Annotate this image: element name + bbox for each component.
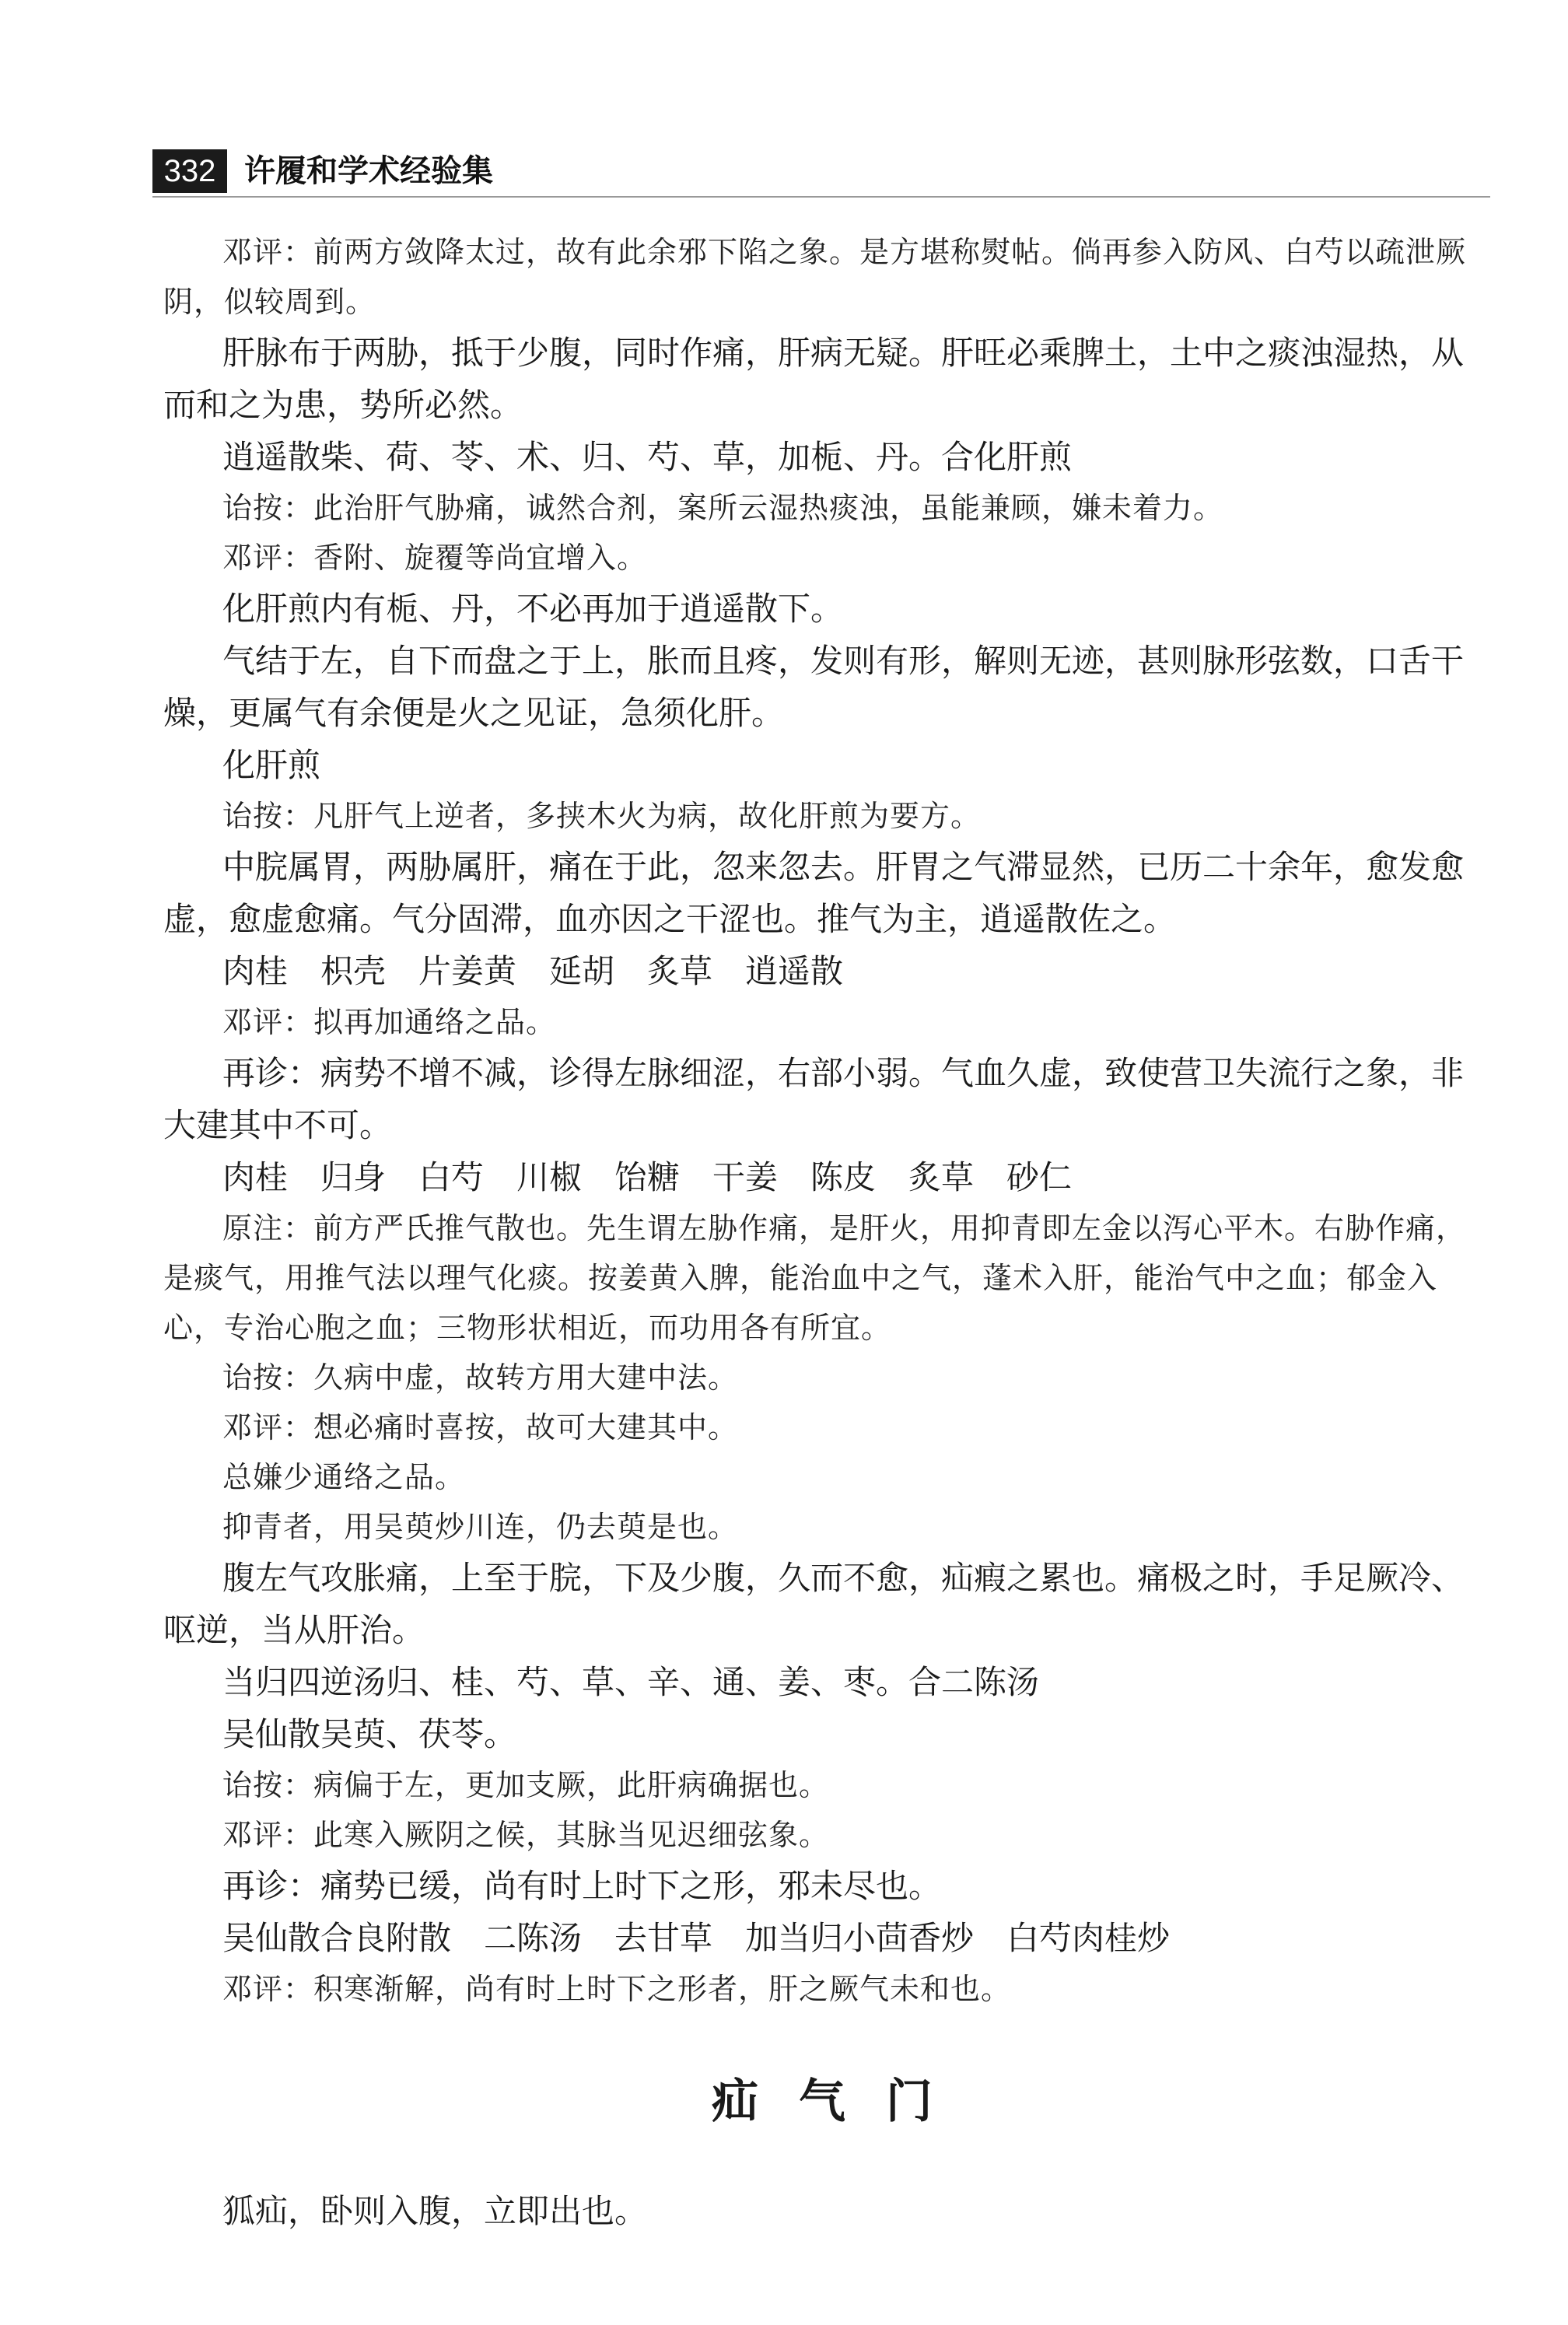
text-paragraph: 肝脉布于两胁，抵于少腹，同时作痛，肝病无疑。肝旺必乘脾土，土中之痰浊湿热，从而和之为患，势所必然。 — [163, 334, 1465, 424]
text-paragraph: 逍遥散柴、荷、苓、术、归、芍、草，加栀、丹。合化肝煎 — [222, 438, 1073, 476]
text-paragraph: 吴仙散合良附散 二陈汤 去甘草 加当归小茴香炒 白芍肉桂炒 — [222, 1919, 1171, 1957]
commentary-paragraph: 邓评：此寒入厥阴之候，其脉当见迟细弦象。 — [222, 1818, 830, 1852]
commentary-paragraph: 邓评：积寒渐解，尚有时上时下之形者，肝之厥气未和也。 — [222, 1972, 1012, 2006]
commentary-paragraph: 总嫌少通络之品。 — [222, 1460, 466, 1494]
commentary-paragraph: 诒按：此治肝气胁痛，诚然合剂，案所云湿热痰浊，虽能兼顾，嫌未着力。 — [222, 491, 1224, 525]
commentary-paragraph: 诒按：凡肝气上逆者，多挟木火为病，故化肝煎为要方。 — [222, 799, 982, 833]
book-title: 许履和学术经验集 — [244, 153, 493, 189]
text-paragraph: 吴仙散吴萸、茯苓。 — [222, 1715, 517, 1753]
text-paragraph: 化肝煎内有栀、丹，不必再加于逍遥散下。 — [222, 590, 844, 628]
commentary-paragraph: 诒按：久病中虚，故转方用大建中法。 — [222, 1360, 739, 1395]
section-title: 疝气门 — [712, 2075, 973, 2129]
page-number: 332 — [152, 149, 227, 193]
text-paragraph: 肉桂 枳壳 片姜黄 延胡 炙草 逍遥散 — [222, 952, 844, 990]
paragraph-list — [163, 227, 1490, 2014]
text-paragraph: 狐疝，卧则入腹，立即出也。 — [222, 2192, 648, 2230]
section-paragraph-list — [163, 2185, 1490, 2237]
text-paragraph: 化肝煎 — [222, 746, 321, 784]
commentary-paragraph: 抑青者，用吴萸炒川连，仍去萸是也。 — [222, 1510, 739, 1544]
commentary-paragraph: 诒按：病偏于左，更加支厥，此肝病确据也。 — [222, 1768, 830, 1802]
text-paragraph: 肉桂 归身 白芍 川椒 饴糖 干姜 陈皮 炙草 砂仁 — [222, 1158, 1073, 1196]
page-header — [152, 149, 1490, 193]
text-paragraph: 再诊：痛势已缓，尚有时上时下之形，邪未尽也。 — [222, 1867, 942, 1905]
page-body — [163, 227, 1490, 2237]
header-rule — [152, 196, 1490, 198]
text-paragraph: 中脘属胃，两胁属肝，痛在于此，忽来忽去。肝胃之气滞显然，已历二十余年，愈发愈虚，愈虚愈痛。气分固滞，血亦因之干涩也。推气为主，逍遥散佐之。 — [163, 848, 1465, 938]
text-paragraph: 再诊：病势不增不减，诊得左脉细涩，右部小弱。气血久虚，致使营卫失流行之象，非大建其中不可。 — [163, 1054, 1465, 1144]
commentary-paragraph: 邓评：香附、旋覆等尚宜增入。 — [222, 541, 648, 575]
text-paragraph: 腹左气攻胀痛，上至于脘，下及少腹，久而不愈，疝瘕之累也。痛极之时，手足厥冷、呕逆，当从肝治。 — [163, 1559, 1465, 1649]
commentary-paragraph: 邓评：前两方敛降太过，故有此余邪下陷之象。是方堪称熨帖。倘再参入防风、白芍以疏泄厥阴，似较周到。 — [163, 235, 1467, 319]
text-paragraph: 当归四逆汤归、桂、芍、草、辛、通、姜、枣。合二陈汤 — [222, 1663, 1040, 1701]
commentary-paragraph: 原注：前方严氏推气散也。先生谓左胁作痛，是肝火，用抑青即左金以泻心平木。右胁作痛，是痰气，用推气法以理气化痰。按姜黄入脾，能治血中之气，蓬术入肝，能治气中之血；郁金入心，专治心胞之血；三物形状相近，而功用各有所宜。 — [163, 1211, 1467, 1345]
commentary-paragraph: 邓评：想必痛时喜按，故可大建其中。 — [222, 1410, 739, 1444]
text-paragraph: 气结于左，自下而盘之于上，胀而且疼，发则有形，解则无迹，甚则脉形弦数，口舌干燥，更属气有余便是火之见证，急须化肝。 — [163, 642, 1465, 732]
commentary-paragraph: 邓评：拟再加通络之品。 — [222, 1005, 557, 1039]
